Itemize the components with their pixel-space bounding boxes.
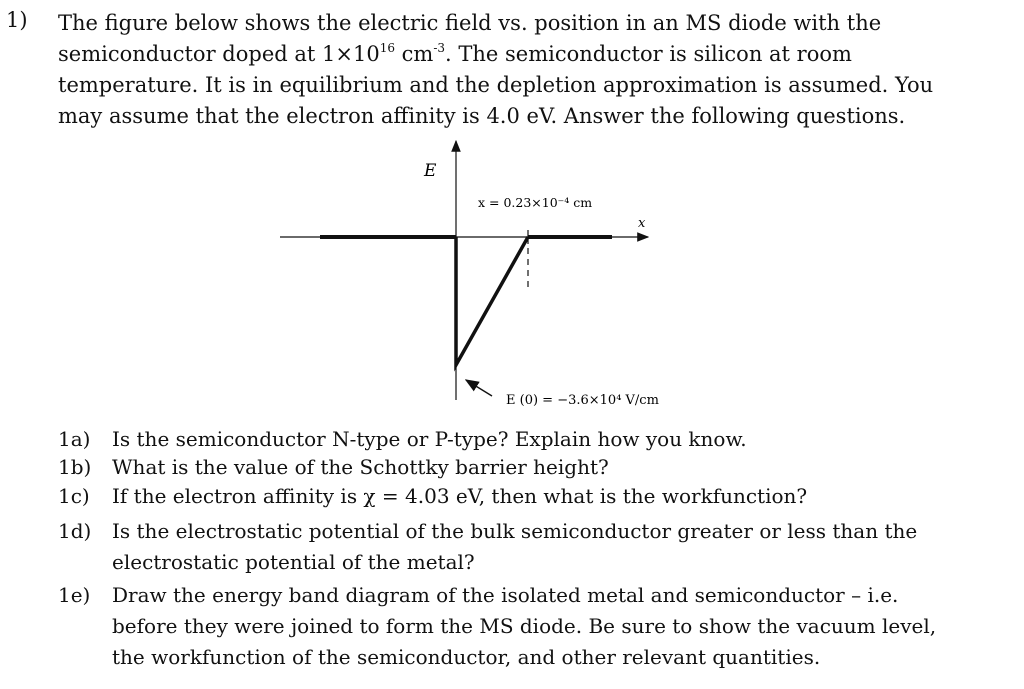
subquestion-text: What is the value of the Schottky barrier height? bbox=[112, 455, 609, 479]
intro-line-3: temperature. It is in equilibrium and the depletion approximation is assumed. You bbox=[58, 73, 934, 97]
y-axis-label: E bbox=[424, 161, 437, 181]
doping-exponent: 16 bbox=[379, 41, 395, 55]
subquestion-label: 1a) bbox=[58, 427, 91, 451]
subquestion-label: 1d) bbox=[58, 519, 92, 543]
doping-mantissa: 1×10 bbox=[322, 42, 380, 66]
depletion-width-label: x = 0.23×10⁻⁴ cm bbox=[478, 195, 593, 210]
subquestion-text: Is the semiconductor N-type or P-type? Explain how you know. bbox=[112, 427, 747, 451]
subquestion-text-line: electrostatic potential of the metal? bbox=[112, 550, 475, 574]
x-axis-label: x bbox=[638, 216, 646, 231]
field-profile bbox=[456, 237, 528, 365]
subquestion-text-line: Draw the energy band diagram of the isolated metal and semiconductor – i.e. bbox=[112, 583, 899, 607]
subquestion-label: 1b) bbox=[58, 455, 92, 479]
subquestion-text-line: before they were joined to form the MS diode. Be sure to show the vacuum level, bbox=[112, 614, 937, 638]
intro-line-4: may assume that the electron affinity is 4.0 eV. Answer the following questions. bbox=[58, 104, 906, 128]
pointer-arrow bbox=[466, 380, 492, 396]
subquestion-text-line: Is the electrostatic potential of the bulk semiconductor greater or less than the bbox=[112, 519, 918, 543]
intro-line-2-head: semiconductor doped at bbox=[58, 42, 322, 66]
subquestion-text: If the electron affinity is χ = 4.03 eV, then what is the workfunction? bbox=[112, 484, 808, 508]
doping-unit-exponent: -3 bbox=[433, 41, 446, 55]
question-number: 1) bbox=[6, 8, 28, 32]
subquestion-label: 1e) bbox=[58, 583, 91, 607]
doping-unit: cm bbox=[401, 42, 434, 66]
subquestion-label: 1c) bbox=[58, 484, 90, 508]
subquestion-text-line: the workfunction of the semiconductor, and other relevant quantities. bbox=[112, 645, 821, 669]
intro-line-2-tail: . The semiconductor is silicon at room bbox=[445, 42, 852, 66]
field-at-zero-label: E (0) = −3.6×10⁴ V/cm bbox=[506, 393, 659, 408]
intro-line-1: The figure below shows the electric field vs. position in an MS diode with the bbox=[58, 11, 882, 35]
